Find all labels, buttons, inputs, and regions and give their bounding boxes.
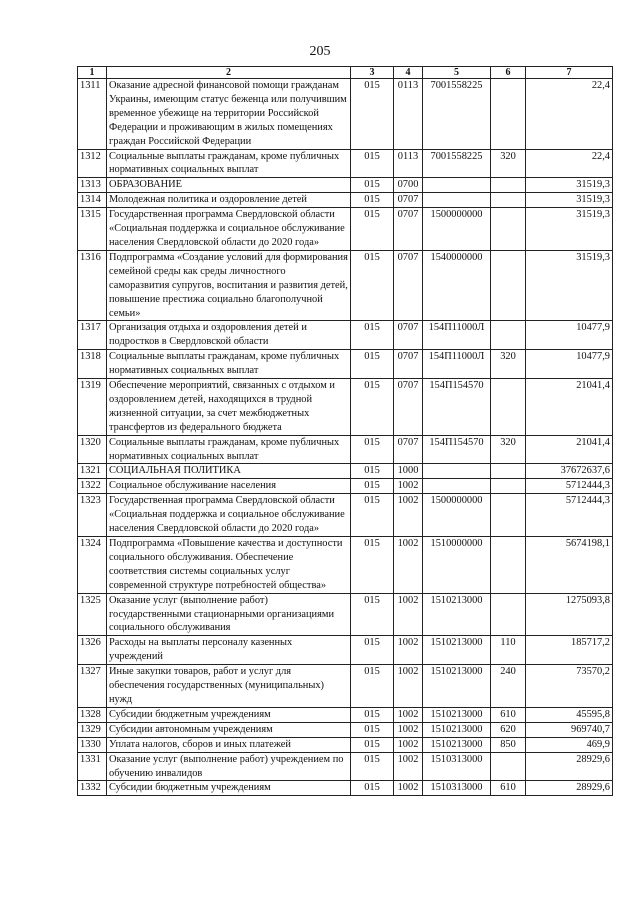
target-article-code-cell xyxy=(423,464,491,479)
section-code-cell: 0707 xyxy=(394,435,423,464)
item-name-cell: Подпрограмма «Повышение качества и доступности социального обслуживания. Обеспечение соответствия системы социальных услуг современной структуре потребностей общества» xyxy=(107,537,351,594)
row-number-cell: 1322 xyxy=(78,479,107,494)
column-header: 4 xyxy=(394,67,423,79)
column-header: 1 xyxy=(78,67,107,79)
expense-type-code-cell xyxy=(491,494,526,537)
column-header: 7 xyxy=(526,67,613,79)
amount-cell: 1275093,8 xyxy=(526,593,613,636)
section-code-cell: 0707 xyxy=(394,250,423,321)
section-code-cell: 0707 xyxy=(394,321,423,350)
section-code-cell: 1002 xyxy=(394,781,423,796)
expense-type-code-cell xyxy=(491,752,526,781)
row-number-cell: 1323 xyxy=(78,494,107,537)
column-header: 3 xyxy=(351,67,394,79)
item-name-cell: Оказание услуг (выполнение работ) учреждением по обучению инвалидов xyxy=(107,752,351,781)
administrator-code-cell: 015 xyxy=(351,193,394,208)
target-article-code-cell: 1510213000 xyxy=(423,665,491,708)
amount-cell: 10477,9 xyxy=(526,350,613,379)
amount-cell: 969740,7 xyxy=(526,722,613,737)
table-row xyxy=(78,737,613,752)
item-name-cell: Субсидии бюджетным учреждениям xyxy=(107,781,351,796)
row-number-cell: 1325 xyxy=(78,593,107,636)
item-name-cell: Государственная программа Свердловской области «Социальная поддержка и социальное обслуживание населения Свердловской области до 2020 года» xyxy=(107,494,351,537)
item-name-cell: Государственная программа Свердловской области «Социальная поддержка и социальное обслуживание населения Свердловской области до 2020 года» xyxy=(107,208,351,251)
amount-cell: 31519,3 xyxy=(526,208,613,251)
expense-type-code-cell xyxy=(491,193,526,208)
table-row xyxy=(78,149,613,178)
amount-cell: 31519,3 xyxy=(526,193,613,208)
expense-type-code-cell xyxy=(491,479,526,494)
administrator-code-cell: 015 xyxy=(351,722,394,737)
expense-type-code-cell xyxy=(491,208,526,251)
target-article-code-cell: 154П154570 xyxy=(423,379,491,436)
section-code-cell: 0707 xyxy=(394,193,423,208)
amount-cell: 31519,3 xyxy=(526,178,613,193)
table-row xyxy=(78,435,613,464)
administrator-code-cell: 015 xyxy=(351,752,394,781)
row-number-cell: 1329 xyxy=(78,722,107,737)
section-code-cell: 1002 xyxy=(394,636,423,665)
item-name-cell: Организация отдыха и оздоровления детей и подростков в Свердловской области xyxy=(107,321,351,350)
target-article-code-cell xyxy=(423,193,491,208)
column-header: 5 xyxy=(423,67,491,79)
item-name-cell: СОЦИАЛЬНАЯ ПОЛИТИКА xyxy=(107,464,351,479)
administrator-code-cell: 015 xyxy=(351,665,394,708)
section-code-cell: 0707 xyxy=(394,379,423,436)
administrator-code-cell: 015 xyxy=(351,321,394,350)
item-name-cell: Субсидии бюджетным учреждениям xyxy=(107,707,351,722)
amount-cell: 28929,6 xyxy=(526,781,613,796)
section-code-cell: 0113 xyxy=(394,79,423,150)
item-name-cell: Молодежная политика и оздоровление детей xyxy=(107,193,351,208)
expense-type-code-cell xyxy=(491,379,526,436)
amount-cell: 5674198,1 xyxy=(526,537,613,594)
target-article-code-cell: 1510213000 xyxy=(423,593,491,636)
column-header: 6 xyxy=(491,67,526,79)
row-number-cell: 1312 xyxy=(78,149,107,178)
table-row xyxy=(78,722,613,737)
table-row xyxy=(78,479,613,494)
section-code-cell: 1002 xyxy=(394,707,423,722)
table-row xyxy=(78,537,613,594)
amount-cell: 185717,2 xyxy=(526,636,613,665)
expense-type-code-cell xyxy=(491,178,526,193)
target-article-code-cell xyxy=(423,178,491,193)
table-row xyxy=(78,321,613,350)
section-code-cell: 1002 xyxy=(394,737,423,752)
administrator-code-cell: 015 xyxy=(351,707,394,722)
item-name-cell: Социальные выплаты гражданам, кроме публичных нормативных социальных выплат xyxy=(107,350,351,379)
table-row xyxy=(78,707,613,722)
expense-type-code-cell xyxy=(491,593,526,636)
target-article-code-cell: 1510000000 xyxy=(423,537,491,594)
expense-type-code-cell: 320 xyxy=(491,149,526,178)
amount-cell: 5712444,3 xyxy=(526,479,613,494)
target-article-code-cell: 154П11000Л xyxy=(423,321,491,350)
table-body xyxy=(78,79,613,796)
administrator-code-cell: 015 xyxy=(351,593,394,636)
expense-type-code-cell: 110 xyxy=(491,636,526,665)
table-row xyxy=(78,464,613,479)
row-number-cell: 1324 xyxy=(78,537,107,594)
expense-type-code-cell: 610 xyxy=(491,781,526,796)
row-number-cell: 1317 xyxy=(78,321,107,350)
section-code-cell: 1002 xyxy=(394,494,423,537)
amount-cell: 5712444,3 xyxy=(526,494,613,537)
expense-type-code-cell xyxy=(491,321,526,350)
section-code-cell: 1002 xyxy=(394,665,423,708)
item-name-cell: Оказание услуг (выполнение работ) государственными стационарными организациями социального обслуживания xyxy=(107,593,351,636)
table-row xyxy=(78,350,613,379)
section-code-cell: 1002 xyxy=(394,537,423,594)
row-number-cell: 1311 xyxy=(78,79,107,150)
target-article-code-cell: 154П11000Л xyxy=(423,350,491,379)
administrator-code-cell: 015 xyxy=(351,479,394,494)
table-row xyxy=(78,665,613,708)
row-number-cell: 1326 xyxy=(78,636,107,665)
administrator-code-cell: 015 xyxy=(351,464,394,479)
target-article-code-cell: 1510213000 xyxy=(423,722,491,737)
target-article-code-cell: 7001558225 xyxy=(423,79,491,150)
target-article-code-cell: 154П154570 xyxy=(423,435,491,464)
administrator-code-cell: 015 xyxy=(351,79,394,150)
expense-type-code-cell: 620 xyxy=(491,722,526,737)
expense-type-code-cell xyxy=(491,250,526,321)
administrator-code-cell: 015 xyxy=(351,537,394,594)
page-number: 205 xyxy=(309,44,331,59)
item-name-cell: Расходы на выплаты персоналу казенных учреждений xyxy=(107,636,351,665)
administrator-code-cell: 015 xyxy=(351,208,394,251)
table-row xyxy=(78,193,613,208)
table-row xyxy=(78,79,613,150)
amount-cell: 22,4 xyxy=(526,149,613,178)
row-number-cell: 1320 xyxy=(78,435,107,464)
item-name-cell: Обеспечение мероприятий, связанных с отдыхом и оздоровлением детей, находящихся в трудной жизненной ситуации, за счет межбюджетных трансфертов из федерального бюджета xyxy=(107,379,351,436)
row-number-cell: 1330 xyxy=(78,737,107,752)
administrator-code-cell: 015 xyxy=(351,250,394,321)
amount-cell: 28929,6 xyxy=(526,752,613,781)
table-row xyxy=(78,250,613,321)
amount-cell: 10477,9 xyxy=(526,321,613,350)
table-row xyxy=(78,781,613,796)
section-code-cell: 0113 xyxy=(394,149,423,178)
table-row xyxy=(78,494,613,537)
row-number-cell: 1313 xyxy=(78,178,107,193)
target-article-code-cell: 1500000000 xyxy=(423,494,491,537)
administrator-code-cell: 015 xyxy=(351,350,394,379)
row-number-cell: 1327 xyxy=(78,665,107,708)
administrator-code-cell: 015 xyxy=(351,149,394,178)
administrator-code-cell: 015 xyxy=(351,737,394,752)
expense-type-code-cell: 320 xyxy=(491,350,526,379)
item-name-cell: Социальные выплаты гражданам, кроме публичных нормативных социальных выплат xyxy=(107,435,351,464)
administrator-code-cell: 015 xyxy=(351,435,394,464)
target-article-code-cell: 7001558225 xyxy=(423,149,491,178)
table-header-row xyxy=(78,67,613,79)
expense-type-code-cell xyxy=(491,464,526,479)
expense-type-code-cell: 610 xyxy=(491,707,526,722)
administrator-code-cell: 015 xyxy=(351,781,394,796)
expense-type-code-cell xyxy=(491,79,526,150)
table-row xyxy=(78,752,613,781)
expense-type-code-cell: 320 xyxy=(491,435,526,464)
expense-type-code-cell: 850 xyxy=(491,737,526,752)
amount-cell: 22,4 xyxy=(526,79,613,150)
amount-cell: 469,9 xyxy=(526,737,613,752)
item-name-cell: Субсидии автономным учреждениям xyxy=(107,722,351,737)
item-name-cell: Иные закупки товаров, работ и услуг для обеспечения государственных (муниципальных) нужд xyxy=(107,665,351,708)
row-number-cell: 1316 xyxy=(78,250,107,321)
table-row xyxy=(78,208,613,251)
section-code-cell: 0707 xyxy=(394,208,423,251)
section-code-cell: 1002 xyxy=(394,479,423,494)
row-number-cell: 1331 xyxy=(78,752,107,781)
target-article-code-cell: 1510213000 xyxy=(423,707,491,722)
section-code-cell: 0700 xyxy=(394,178,423,193)
item-name-cell: Подпрограмма «Создание условий для формирования семейной среды как среды личностного саморазвития супругов, воспитания и развития детей, повышение престижа социально благополучной семьи» xyxy=(107,250,351,321)
expense-type-code-cell xyxy=(491,537,526,594)
target-article-code-cell: 1510313000 xyxy=(423,752,491,781)
row-number-cell: 1319 xyxy=(78,379,107,436)
section-code-cell: 1002 xyxy=(394,593,423,636)
table-row xyxy=(78,178,613,193)
expense-type-code-cell: 240 xyxy=(491,665,526,708)
amount-cell: 31519,3 xyxy=(526,250,613,321)
target-article-code-cell: 1510213000 xyxy=(423,737,491,752)
section-code-cell: 1002 xyxy=(394,752,423,781)
administrator-code-cell: 015 xyxy=(351,494,394,537)
item-name-cell: Социальное обслуживание населения xyxy=(107,479,351,494)
row-number-cell: 1321 xyxy=(78,464,107,479)
item-name-cell: ОБРАЗОВАНИЕ xyxy=(107,178,351,193)
amount-cell: 21041,4 xyxy=(526,379,613,436)
row-number-cell: 1318 xyxy=(78,350,107,379)
administrator-code-cell: 015 xyxy=(351,379,394,436)
item-name-cell: Оказание адресной финансовой помощи гражданам Украины, имеющим статус беженца или получившим временное убежище на территории Российской Федерации и проживающим в жилых помещениях граждан Российской Федерации xyxy=(107,79,351,150)
table-row xyxy=(78,636,613,665)
budget-table xyxy=(77,66,613,796)
section-code-cell: 1000 xyxy=(394,464,423,479)
target-article-code-cell: 1510213000 xyxy=(423,636,491,665)
amount-cell: 37672637,6 xyxy=(526,464,613,479)
amount-cell: 45595,8 xyxy=(526,707,613,722)
target-article-code-cell xyxy=(423,479,491,494)
section-code-cell: 1002 xyxy=(394,722,423,737)
item-name-cell: Социальные выплаты гражданам, кроме публичных нормативных социальных выплат xyxy=(107,149,351,178)
target-article-code-cell: 1510313000 xyxy=(423,781,491,796)
column-header: 2 xyxy=(107,67,351,79)
section-code-cell: 0707 xyxy=(394,350,423,379)
row-number-cell: 1328 xyxy=(78,707,107,722)
item-name-cell: Уплата налогов, сборов и иных платежей xyxy=(107,737,351,752)
row-number-cell: 1315 xyxy=(78,208,107,251)
administrator-code-cell: 015 xyxy=(351,636,394,665)
row-number-cell: 1314 xyxy=(78,193,107,208)
row-number-cell: 1332 xyxy=(78,781,107,796)
administrator-code-cell: 015 xyxy=(351,178,394,193)
table-row xyxy=(78,379,613,436)
target-article-code-cell: 1540000000 xyxy=(423,250,491,321)
amount-cell: 21041,4 xyxy=(526,435,613,464)
amount-cell: 73570,2 xyxy=(526,665,613,708)
table-row xyxy=(78,593,613,636)
target-article-code-cell: 1500000000 xyxy=(423,208,491,251)
